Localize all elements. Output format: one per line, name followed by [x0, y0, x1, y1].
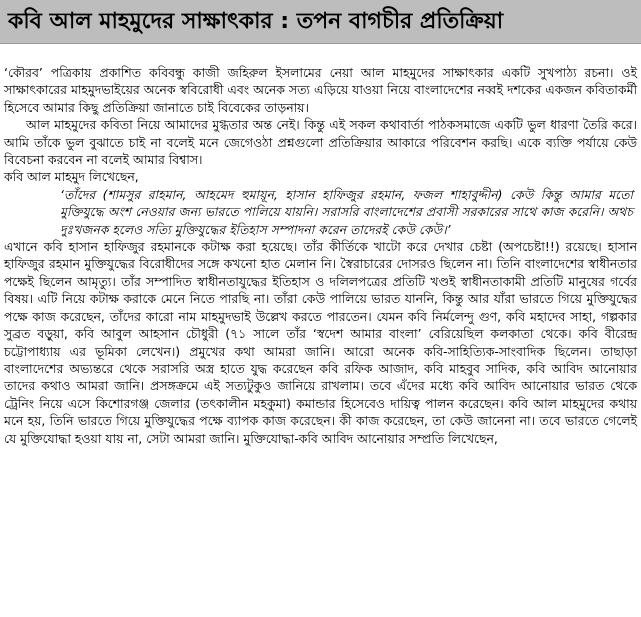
article-body	[4, 64, 637, 447]
title-bar	[0, 0, 641, 44]
quote-lead-in: কবি আল মাহমুদ লিখেছেন,	[4, 169, 139, 185]
intro-paragraph: ‘কৌরব’ পত্রিকায় প্রকাশিত কবিবন্ধু কাজী জহিরুল ইসলামের নেয়া আল মাহমুদের সাক্ষাৎকার একটি সুখপাঠ্য রচনা। ওই সাক্ষাৎকারের মাহমুদভাইয়ের অনেক স্ববিরোধী এবং অনেক সত্য এড়িয়ে যাওয়া নিয়ে বাংলাদেশের নব্বই দশকের একজন কবিতাকর্মী হিসেবে আমার কিছু প্রতিক্রিয়া জানাতে চাই বিবেকের তাড়নায়।	[4, 65, 637, 115]
article-title: কবি আল মাহমুদের সাক্ষাৎকার : তপন বাগচীর প্রতিক্রিয়া	[8, 8, 504, 34]
block-quote: ‘তাঁদের (শামসুর রাহমান, আহমেদ হুমায়ূন, হাসান হাফিজুর রহমান, ফজল শাহাবুদ্দীন) কেউ কিন্তু আমার মতো মুক্তিযুদ্ধে অংশ নেওয়ার জন্য ভারতে পালিয়ে যায়নি। সরাসরি বাংলাদেশের প্রবাসী সরকারের সাথে কাজ করেনি। অথচ দুঃখজনক হলেও সত্যি মুক্তিযুদ্ধের ইতিহাস সম্পাদনা করেন তাদেরই কেউ কেউ।’	[60, 186, 633, 237]
closing-paragraph: এখানে কবি হাসান হাফিজুর রহমানকে কটাক্ষ করা হয়েছে। তাঁর কীর্তিকে খাটো করে দেখার চেষ্টা (অপচেষ্টা!!) রয়েছে। হাসান হাফিজুর রহমান মুক্তিযুদ্ধের বিরোধীদের সঙ্গে কখনো হাত মেলান নি। স্বৈরাচারের দোসরও ছিলেন না। তিনি বাংলাদেশের স্বাধীনতার পক্ষেই ছিলেন আমৃত্যু। তাঁর সম্পাদিত স্বাধীনতাযুদ্ধের ইতিহাস ও দলিলপত্রের প্রতিটি খণ্ডই স্বাধীনতাকামী প্রতিটি মানুষের গর্বের বিষয়। এটি নিয়ে কটাক্ষ করাকে মেনে নিতে পারছি না। তাঁরা কেউ পালিয়ে ভারত যাননি, কিন্তু আর যাঁরা ভারতে গিয়ে মুক্তিযুদ্ধের পক্ষে কাজ করেছেন, তাঁদের কারো নাম মাহমুদভাই উল্লেখ করতে পারতেন। যেমন কবি নির্মলেন্দু গুণ, কবি মহাদেব সাহা, গল্পকার সুব্রত বড়ুয়া, কবি আবুল আহসান চৌধুরী (৭১ সালে তাঁর ‘স্বদেশ আমার বাংলা’ বেরিয়েছিল কলকাতা থেকে। কবি বীরেন্দ্র চট্টোপাধ্যায় এর ভূমিকা লেখেন।) প্রমুখের কথা আমরা জানি। আরো অনেক কবি-সাহিত্যিক-সাংবাদিক ছিলেন। তাছাড়া বাংলাদেশের অভ্যন্তরে থেকে সরাসরি অস্ত্র হাতে যুদ্ধ করেছেন কবি রফিক আজাদ, কবি মাহবুব সাদিক, কবি আবিদ আনোয়ার তাদের কথাও আমরা জানি। প্রসঙ্গক্রমে এই সত্যটুকুও জানিয়ে রাখলাম। তবে এঁদের মধ্যে কবি আবিদ আনোয়ার ভারত থেকে ট্রেনিং নিয়ে এসে কিশোরগঞ্জ জেলার (তৎকালীন মহকুমা) কমান্ডার হিসেবেও দায়িত্ব পালন করেছেন। কবি আল মাহমুদের কথায় মনে হয়, তিনি ভারতে গিয়ে মুক্তিযুদ্ধের পক্ষে ব্যাপক কাজ করেছেন। কী কাজ করেছেন, তা কেউ জানেনা না। তবে ভারতে গেলেই যে মুক্তিযোদ্ধা হওয়া যায় না, সেটা আমরা জানি। মুক্তিযোদ্ধা-কবি আবিদ আনোয়ার সম্প্রতি লিখেছেন,	[4, 239, 637, 446]
second-paragraph: আল মাহমুদের কবিতা নিয়ে আমাদের মুগ্ধতার অন্ত নেই। কিন্তু এই সকল কথাবার্তা পাঠকসমাজে একটি ভুল ধারণা তৈরি করে। আমি তাঁকে ভুল বুঝাতে চাই না বলেই মনে জেগেওঠা প্রশ্নগুলো প্রতিক্রিয়ার আকারে পরিবেশন করছি। একে ব্যক্তি পর্যায়ে কেউ বিবেচনা করবেন না বলেই আমার বিশ্বাস।	[4, 117, 637, 168]
